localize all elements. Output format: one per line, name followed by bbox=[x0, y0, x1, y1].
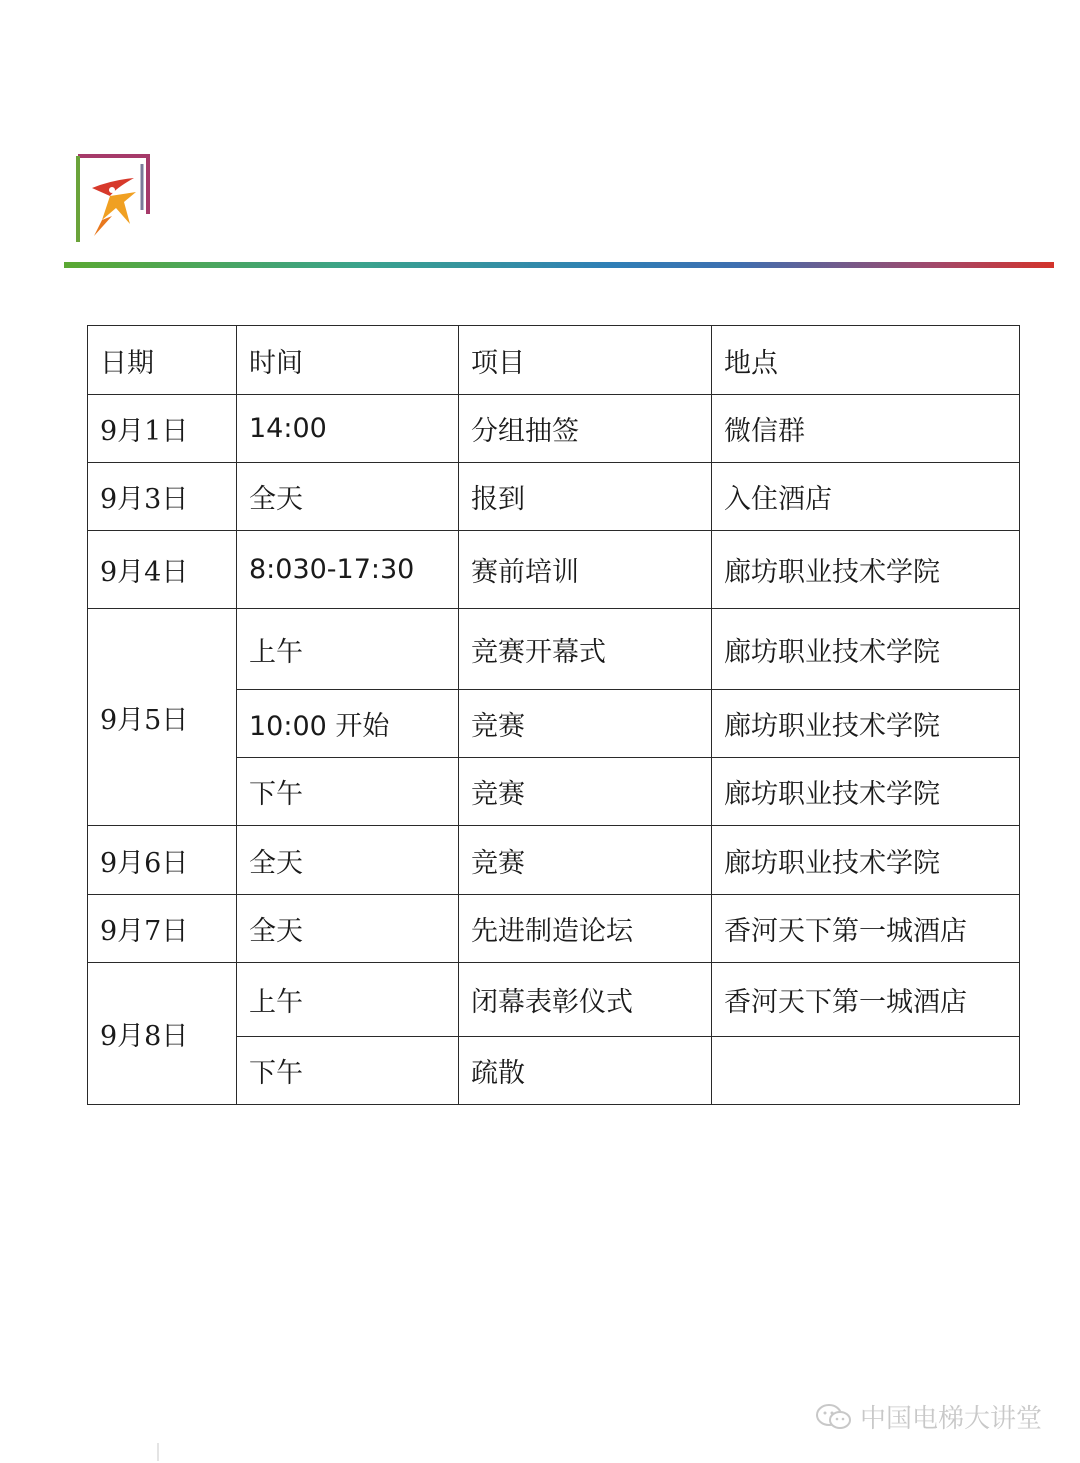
row-place: 廊坊职业技术学院 bbox=[712, 609, 1020, 690]
row-date: 9月7日 bbox=[88, 895, 237, 963]
table-row bbox=[88, 395, 1020, 463]
row-item: 赛前培训 bbox=[459, 531, 712, 609]
row-place: 廊坊职业技术学院 bbox=[712, 758, 1020, 826]
table-header-row bbox=[88, 326, 1020, 395]
row-time: 10:00 开始 bbox=[237, 690, 459, 758]
row-item: 分组抽签 bbox=[459, 395, 712, 463]
row-place: 廊坊职业技术学院 bbox=[712, 690, 1020, 758]
row-place bbox=[712, 1037, 1020, 1105]
row-item: 闭幕表彰仪式 bbox=[459, 963, 712, 1037]
row-time: 全天 bbox=[237, 463, 459, 531]
schedule-table bbox=[87, 325, 1020, 1105]
row-time: 下午 bbox=[237, 1037, 459, 1105]
table-row bbox=[88, 609, 1020, 690]
header-date: 日期 bbox=[88, 326, 237, 395]
row-time: 全天 bbox=[237, 826, 459, 895]
row-date: 9月5日 bbox=[88, 609, 237, 826]
row-date: 9月8日 bbox=[88, 963, 237, 1105]
row-time: 14:00 bbox=[237, 395, 459, 463]
table-row bbox=[88, 895, 1020, 963]
row-date: 9月6日 bbox=[88, 826, 237, 895]
row-place: 廊坊职业技术学院 bbox=[712, 826, 1020, 895]
row-date: 9月3日 bbox=[88, 463, 237, 531]
row-place: 香河天下第一城酒店 bbox=[712, 963, 1020, 1037]
row-time: 上午 bbox=[237, 963, 459, 1037]
table-row bbox=[88, 963, 1020, 1037]
row-item: 竞赛 bbox=[459, 758, 712, 826]
row-item: 报到 bbox=[459, 463, 712, 531]
watermark-text: 中国电梯大讲堂 bbox=[859, 1404, 1042, 1434]
row-item: 竞赛 bbox=[459, 826, 712, 895]
row-item: 竞赛开幕式 bbox=[459, 609, 712, 690]
header-place: 地点 bbox=[712, 326, 1020, 395]
page-edge-mark bbox=[157, 1443, 159, 1461]
row-place: 香河天下第一城酒店 bbox=[712, 895, 1020, 963]
table-row bbox=[88, 463, 1020, 531]
row-time: 8:030-17:30 bbox=[237, 531, 459, 609]
row-item: 疏散 bbox=[459, 1037, 712, 1105]
header-time: 时间 bbox=[237, 326, 459, 395]
row-date: 9月1日 bbox=[88, 395, 237, 463]
table-row bbox=[88, 531, 1020, 609]
row-place: 入住酒店 bbox=[712, 463, 1020, 531]
row-place: 微信群 bbox=[712, 395, 1020, 463]
row-item: 竞赛 bbox=[459, 690, 712, 758]
row-place: 廊坊职业技术学院 bbox=[712, 531, 1020, 609]
watermark bbox=[814, 1398, 1042, 1435]
row-time: 下午 bbox=[237, 758, 459, 826]
table-row bbox=[88, 826, 1020, 895]
header-divider bbox=[64, 262, 1054, 268]
header-item: 项目 bbox=[459, 326, 712, 395]
star-person-logo-icon bbox=[72, 150, 154, 246]
wechat-icon bbox=[814, 1402, 854, 1432]
row-item: 先进制造论坛 bbox=[459, 895, 712, 963]
row-time: 上午 bbox=[237, 609, 459, 690]
row-date: 9月4日 bbox=[88, 531, 237, 609]
row-time: 全天 bbox=[237, 895, 459, 963]
